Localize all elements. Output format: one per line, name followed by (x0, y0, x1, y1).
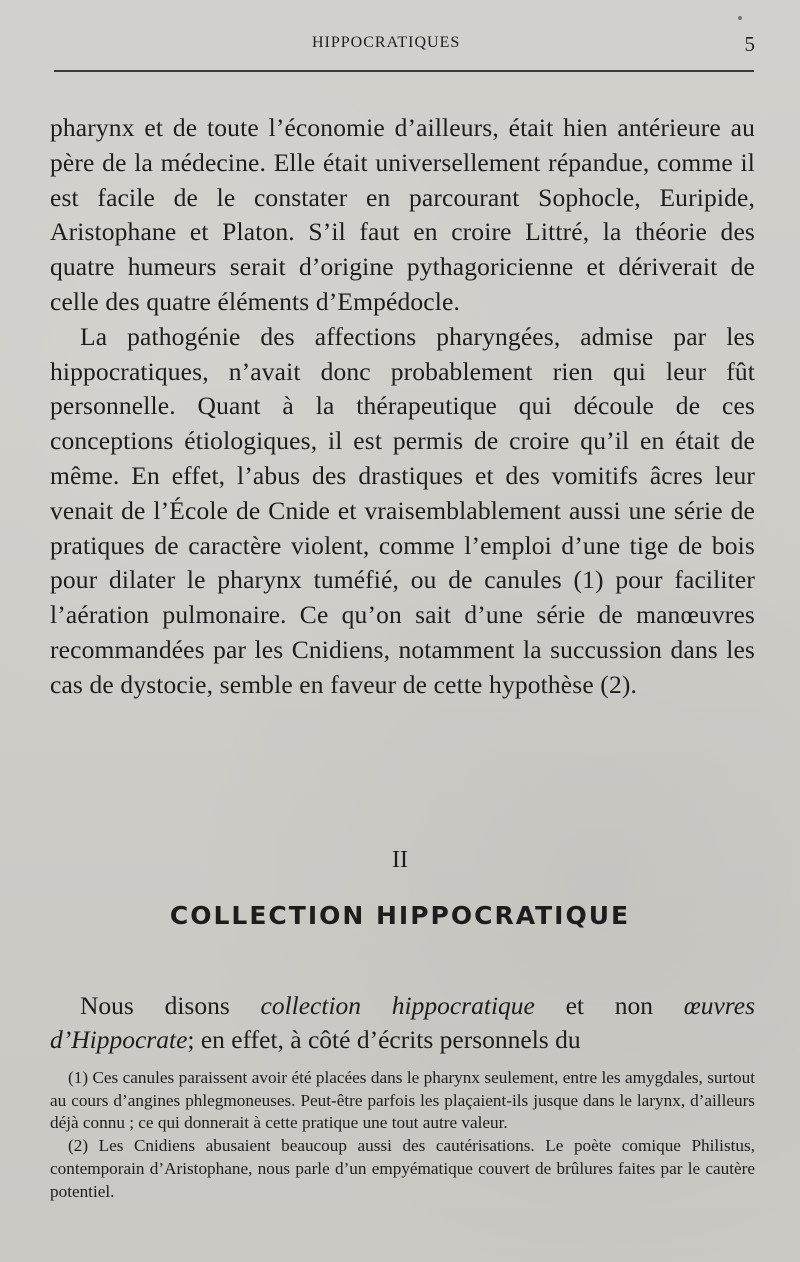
page-number: 5 (744, 32, 755, 56)
footnote-1: (1) Ces canules paraissent avoir été placées dans le pharynx seulement, entre les amygdales, surtout au cours d’angines phlegmoneuses. Peut-être parfois les plaçaient-ils jusque dans le larynx, d’ailleurs déjà connu ; ce qui donnerait à cette pratique une tout autre valeur. (50, 1068, 755, 1133)
section-intro (50, 989, 755, 1059)
paragraph-2: La pathogénie des affections pharyngées, admise par les hippocratiques, n’avait donc probablement rien qui leur fût personnelle. Quant à la thérapeutique qui découle de ces conceptions étiologiques, il est permis de croire qu’il en était de même. En effet, l’abus des drastiques et des vomitifs âcres leur venait de l’École de Cnide et vraisemblablement aussi une série de pratiques de caractère violent, comme l’emploi d’une tige de bois pour dilater le pharynx tuméfié, ou de canules (1) pour faciliter l’aération pulmonaire. Ce qu’on sait d’une série de manœuvres recommandées par les Cnidiens, notamment la succussion dans les cas de dystocie, semble en faveur de cette hypothèse (2). (50, 321, 755, 699)
page-mark (738, 16, 742, 20)
intro-text-part-2: et non (534, 990, 684, 1020)
main-text (50, 111, 755, 703)
footnotes (50, 1067, 755, 1203)
intro-text-part-3: ; en effet, à côté d’écrits personnels du (187, 1025, 581, 1055)
footnote-2: (2) Les Cnidiens abusaient beaucoup aussi des cautérisations. Le poète comique Philistus, contemporain d’Aristophane, nous parle d’un empyématique couvert de brûlures faites par le cautère potentiel. (50, 1136, 755, 1201)
running-header (0, 34, 800, 58)
intro-italic-2: œuvres d’Hippocrate (50, 990, 755, 1055)
section-number: II (392, 847, 408, 873)
paragraph-1: pharynx et de toute l’économie d’ailleurs, était hien antérieure au père de la médecine. Elle était universellement répandue, comme il est facile de le constater en parcourant Sophocle, Euripide, Aristophane et Platon. S’il faut en croire Littré, la théorie des quatre humeurs serait d’origine pythagoricienne et dériverait de celle des quatre éléments d’Empédocle. (50, 113, 755, 316)
intro-italic-1: collection hippocratique (260, 990, 535, 1020)
intro-text-part-1: Nous disons (80, 990, 261, 1020)
header-rule (54, 70, 754, 72)
running-title: HIPPOCRATIQUES (312, 34, 461, 51)
section-title: COLLECTION HIPPOCRATIQUE (169, 901, 631, 930)
